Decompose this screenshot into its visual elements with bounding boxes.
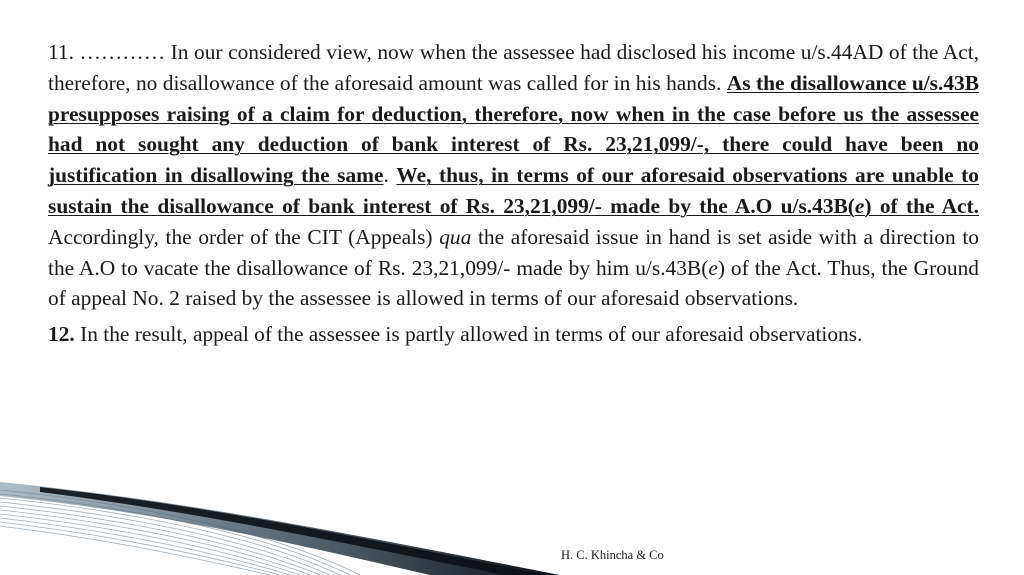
ellipsis: ………… <box>79 40 166 64</box>
document-body <box>48 37 979 350</box>
emphasis-text-part: ) of the Act. <box>864 193 979 218</box>
footer-firm-name: H. C. Khincha & Co <box>561 548 664 562</box>
body-text: . <box>383 163 389 188</box>
body-text: the aforesaid issue in hand is set aside with a direction to the A.O to vacate the disallowance of Rs. 23,21,099/- made by him u/s.43B( <box>48 224 979 280</box>
body-text: In our considered view, now when the assessee had disclosed his income u/s.44AD of the Act, therefore, no disallowance of the aforesaid amount was called for in his hands. <box>48 40 979 95</box>
italic-term: e <box>708 255 718 280</box>
emphasis-text-part: We, thus, in terms of our aforesaid observations are unable to sustain the disallowance of bank interest of Rs. 23,21,099/- made by the A.O u/s.43B( <box>48 163 979 218</box>
paragraph-number: 11. <box>48 40 74 64</box>
emphasis-text-italic: e <box>854 193 865 218</box>
swoosh-dark-edge <box>40 487 545 575</box>
body-text: ) of the Act. Thus, the Ground of appeal No. 2 raised by the assessee is allowed in terms of our aforesaid observations. <box>48 255 979 311</box>
paragraph-number: 12. <box>48 322 75 347</box>
italic-term: qua <box>439 224 472 249</box>
paragraph-11 <box>48 37 979 314</box>
body-text: Accordingly, the order of the CIT (Appeals) <box>48 224 433 249</box>
emphasis-text: As the disallowance u/s.43B presupposes raising of a claim for deduction, therefore, now when in the case before us the assessee had not sought any deduction of bank interest of Rs. 23,21,099/-, there could have been no justification in disallowing the same <box>48 70 980 188</box>
body-text: In the result, appeal of the assessee is partly allowed in terms of our aforesaid observations. <box>80 322 863 347</box>
paragraph-12 <box>48 319 979 350</box>
